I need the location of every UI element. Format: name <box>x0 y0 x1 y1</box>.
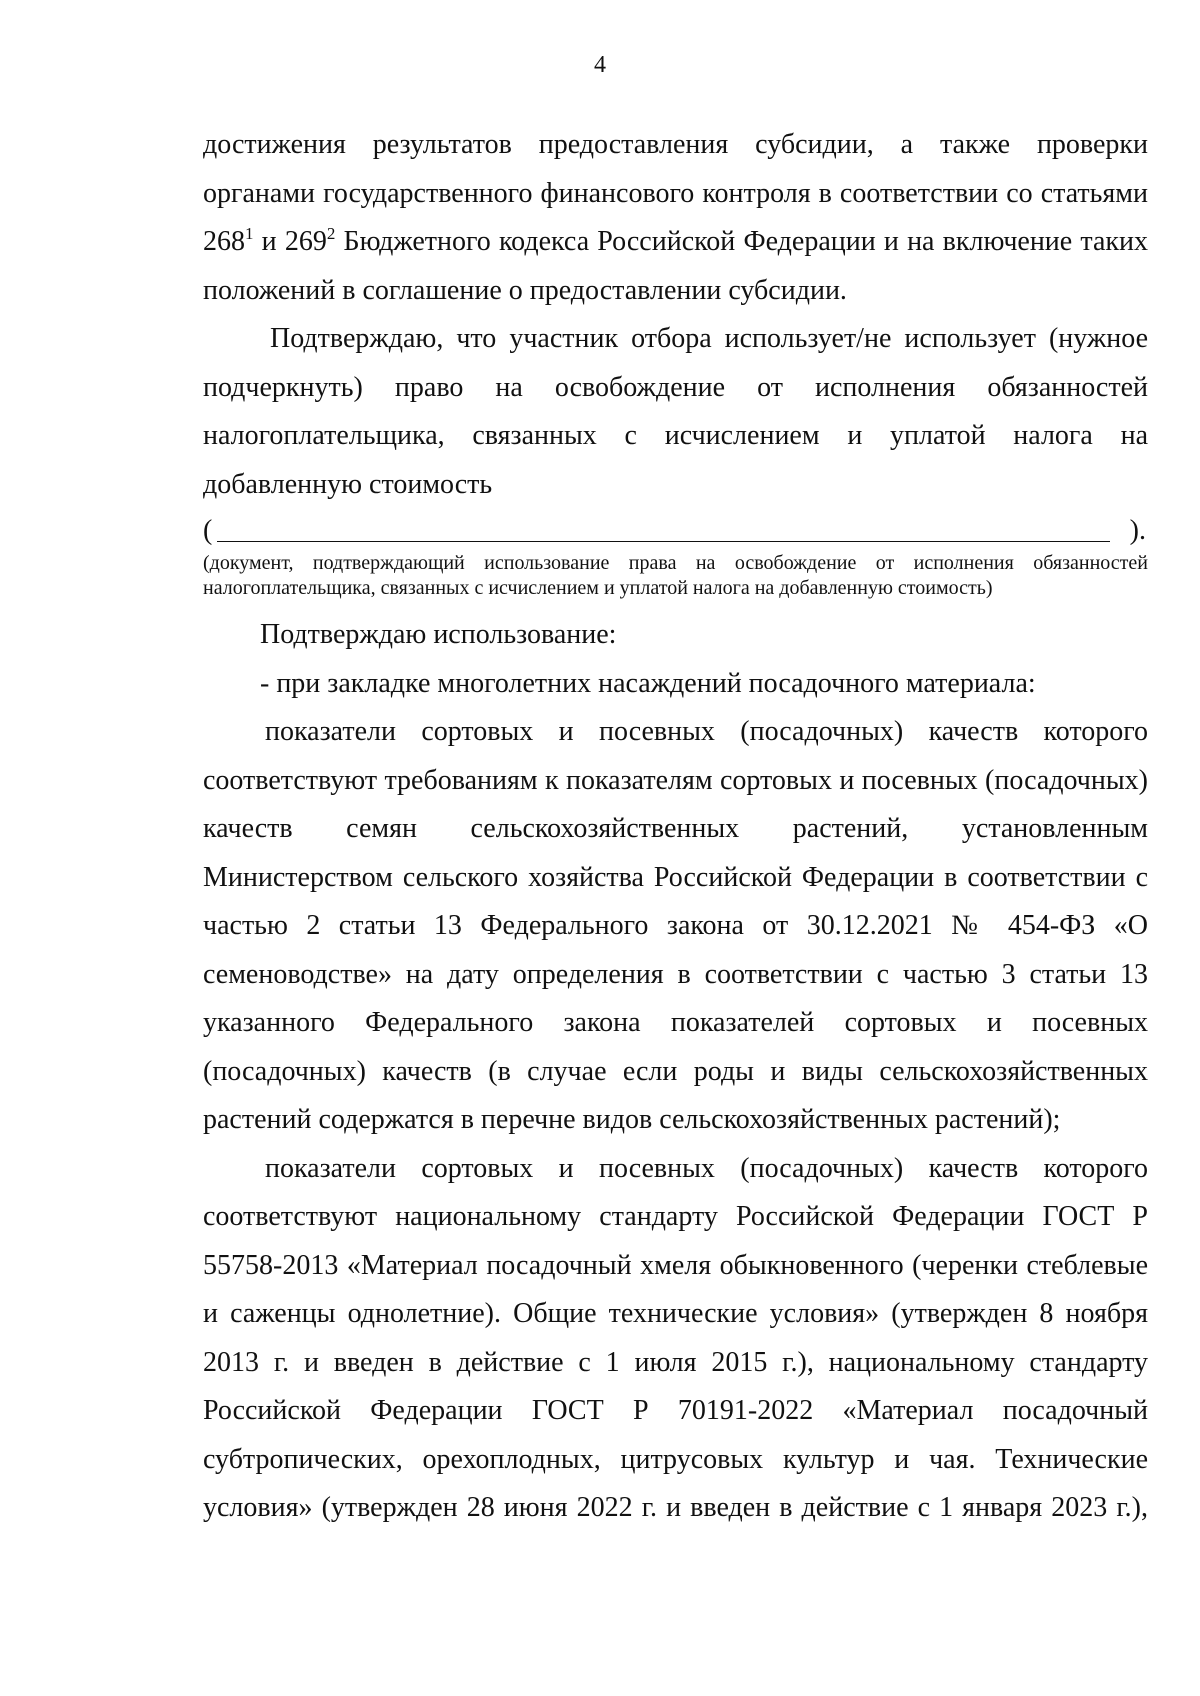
text-line: соответствуют требованиям к показателям сортовых и посевных (посадочных) <box>203 764 1148 796</box>
article-number: 268 <box>203 226 245 257</box>
text-line: растений содержатся в перечне видов сельскохозяйственных растений); <box>203 1104 1061 1135</box>
text-line: налогоплательщика, связанных с исчислением и уплатой налога на <box>203 420 1148 451</box>
text-line-with-superscripts <box>203 218 1148 267</box>
text-line: семеноводстве» на дату определения в соответствии с частью 3 статьи 13 <box>203 958 1148 990</box>
close-paren: ). <box>1129 515 1146 546</box>
fill-in-line <box>217 541 1110 542</box>
paragraph-vat-confirmation <box>203 315 1148 509</box>
text-line: показатели сортовых и посевных (посадочных) качеств которого <box>265 716 1148 747</box>
document-blank-field <box>203 513 1148 549</box>
text-line: соответствуют национальному стандарту Российской Федерации ГОСТ Р <box>203 1201 1148 1232</box>
text-line: 2013 г. и введен в действие с 1 июля 2015 г.), национальному стандарту <box>203 1346 1148 1378</box>
superscript: 2 <box>326 224 336 243</box>
paragraph-gost-standards <box>203 1145 1148 1533</box>
text-line: и саженцы однолетние). Общие технические условия» (утвержден 8 ноября <box>203 1298 1148 1329</box>
text-line: частью 2 статьи 13 Федерального закона от 30.12.2021 № 454-ФЗ «О <box>203 910 1148 941</box>
superscript: 1 <box>245 224 254 243</box>
caption-line: налогоплательщика, связанных с исчислением и уплатой налога на добавленную стоимость) <box>203 577 993 599</box>
text-line: достижения результатов предоставления субсидии, а также проверки <box>203 129 1148 160</box>
text-line: качеств семян сельскохозяйственных растений, установленным <box>203 813 1148 844</box>
text-line: положений в соглашение о предоставлении субсидии. <box>203 274 847 306</box>
open-paren: ( <box>203 515 213 546</box>
text-line: (посадочных) качеств (в случае если роды и виды сельскохозяйственных <box>203 1055 1148 1087</box>
text-fragment: Бюджетного кодекса Российской Федерации и на включение таких <box>335 226 1149 257</box>
text-line: субтропических, орехоплодных, цитрусовых культур и чая. Технические <box>203 1443 1148 1475</box>
text-line: 55758-2013 «Материал посадочный хмеля обыкновенного (черенки стеблевые <box>203 1249 1148 1281</box>
caption-line: (документ, подтверждающий использование права на освобождение от исполнения обязанностей <box>203 552 1148 574</box>
text-line: Подтверждаю, что участник отбора использует/не использует (нужное <box>270 323 1148 354</box>
paragraph-subsidy-control <box>203 121 1148 315</box>
paragraph-planting-material <box>203 660 1148 709</box>
text-line: добавленную стоимость <box>203 468 493 500</box>
text-line: показатели сортовых и посевных (посадочных) качеств которого <box>265 1152 1148 1184</box>
text-line: подчеркнуть) право на освобождение от исполнения обязанностей <box>203 371 1148 403</box>
document-body <box>203 121 1148 1533</box>
blank-field-caption <box>203 551 1148 601</box>
text-line: Министерством сельского хозяйства Российской Федерации в соответствии с <box>203 861 1148 893</box>
text-line: указанного Федерального закона показателей сортовых и посевных <box>203 1007 1148 1038</box>
text-line: органами государственного финансового контроля в соответствии со статьями <box>203 177 1148 209</box>
text-line: условия» (утвержден 28 июня 2022 г. и введен в действие с 1 января 2023 г.), <box>203 1492 1148 1523</box>
text-line: - при закладке многолетних насаждений посадочного материала: <box>260 667 1036 699</box>
page-number: 4 <box>594 52 606 78</box>
paragraph-seed-quality-requirements <box>203 708 1148 1145</box>
article-number: и 269 <box>253 226 327 257</box>
text-line: Российской Федерации ГОСТ Р 70191-2022 «Материал посадочный <box>203 1395 1148 1426</box>
paragraph-confirm-usage <box>203 611 1148 660</box>
text-line: Подтверждаю использование: <box>260 619 617 650</box>
